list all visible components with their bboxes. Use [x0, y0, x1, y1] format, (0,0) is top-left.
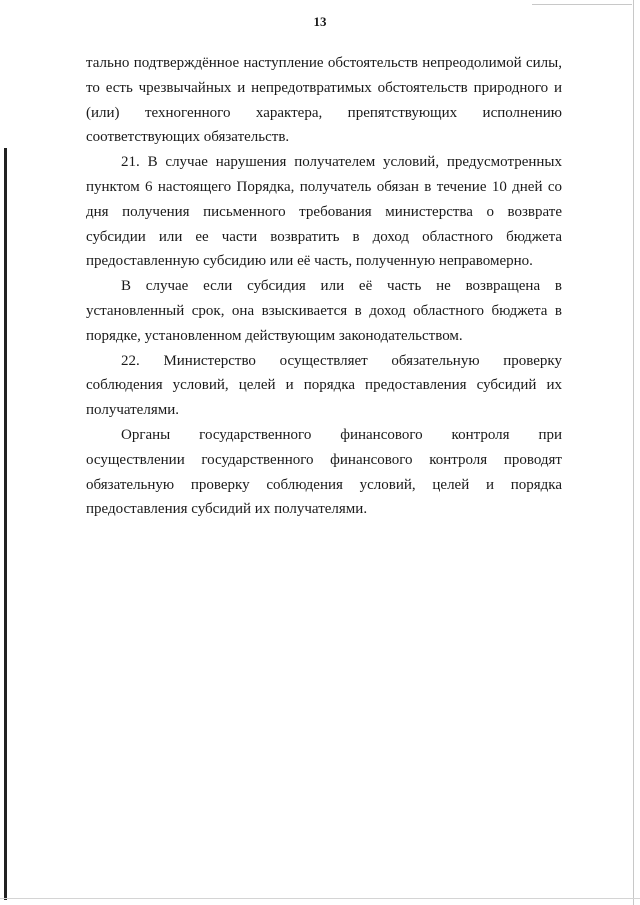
paragraph-financial-control: Органы государственного финансового контроля при осуществлении государственного финансового контроля проводят обязательную проверку соблюдения условий, целей и порядка предоставления субсидий их получателями.	[86, 426, 562, 518]
document-body	[86, 51, 562, 522]
paragraph-clause-22: 22. Министерство осуществляет обязательную проверку соблюдения условий, целей и порядка предоставления субсидий их получателями.	[86, 352, 562, 419]
page-number: 13	[313, 14, 327, 29]
scan-edge-right	[633, 0, 634, 905]
scan-edge-left	[4, 148, 7, 900]
paragraph-clause-21: 21. В случае нарушения получателем условий, предусмотренных пунктом 6 настоящего Порядка, получатель обязан в течение 10 дней со дня получения письменного требования министерства о возврате субсидии или ее части возвратить в доход областного бюджета предоставленную субсидию или её часть, полученную неправомерно.	[86, 154, 562, 270]
scan-edge-bottom	[0, 898, 640, 899]
paragraph-continuation: тально подтверждённое наступление обстоятельств непреодолимой силы, то есть чрезвычайных и непредотвратимых обстоятельств природного и (или) техногенного характера, препятствующих исполнению соответствующих обязательств.	[86, 55, 562, 146]
scan-edge-top	[532, 4, 632, 5]
paragraph-recovery: В случае если субсидия или её часть не возвращена в установленный срок, она взыскивается в доход областного бюджета в порядке, установленном действующим законодательством.	[86, 278, 562, 344]
